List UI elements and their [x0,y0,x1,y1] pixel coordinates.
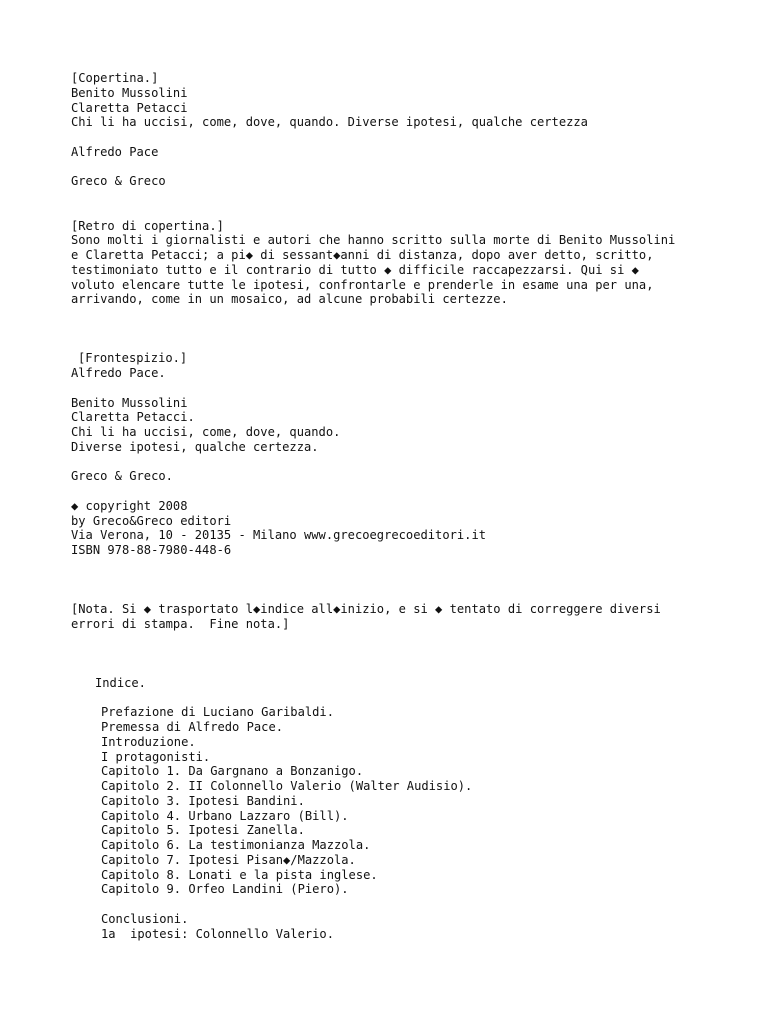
conclusions-heading: Conclusioni. [101,911,189,926]
copyright-line: ◆ copyright 2008 [71,498,188,513]
back-cover-line: e Claretta Petacci; a pi◆ di sessant◆anni di distanza, dopo aver detto, scritto, [71,248,654,262]
cover-heading: [Copertina.] [71,71,159,85]
index-entry: Capitolo 1. Da Gargnano a Bonzanigo. [101,764,364,779]
document-page [71,71,761,941]
index-entry: Capitolo 6. La testimonianza Mazzola. [101,838,371,852]
title-page-line: Diverse ipotesi, qualche certezza. [71,439,319,454]
index-entry: Capitolo 8. Lonati e la pista inglese. [101,867,378,882]
index-entry: Capitolo 9. Orfeo Landini (Piero). [101,882,349,897]
copyright-line: ISBN 978-88-7980-448-6 [71,543,232,557]
copyright-line: by Greco&Greco editori [71,513,232,528]
title-page-section [71,351,761,558]
cover-publisher: Greco & Greco [71,174,166,189]
cover-section [71,71,761,189]
cover-author: Alfredo Pace [71,144,159,159]
back-cover-section [71,219,761,308]
conclusion-entry: 1a ipotesi: Colonnello Valerio. [101,926,334,941]
back-cover-line: testimoniato tutto e il contrario di tutto ◆ difficile raccapezzarsi. Qui si ◆ [71,262,639,277]
note-line: [Nota. Si ◆ trasportato l◆indice all◆inizio, e si ◆ tentato di correggere diversi [71,602,661,616]
index-entry: Capitolo 7. Ipotesi Pisan◆/Mazzola. [101,852,356,867]
index-entry: Capitolo 5. Ipotesi Zanella. [101,823,305,838]
back-cover-heading: [Retro di copertina.] [71,218,224,233]
back-cover-line: voluto elencare tutte le ipotesi, confrontarle e prenderle in esame una per una, [71,277,654,292]
cover-subtitle: Chi li ha uccisi, come, dove, quando. Diverse ipotesi, qualche certezza [71,115,588,130]
index-entry: Introduzione. [101,734,196,749]
index-entry: Capitolo 3. Ipotesi Bandini. [101,793,305,808]
note-section [71,602,761,632]
note-line: errori di stampa. Fine nota.] [71,616,290,631]
index-section [71,676,761,942]
title-page-line: Claretta Petacci. [71,410,195,425]
index-entry: Premessa di Alfredo Pace. [101,720,284,734]
title-page-heading: [Frontespizio.] [78,351,188,366]
title-page-publisher: Greco & Greco. [71,469,173,484]
title-page-line: Chi li ha uccisi, come, dove, quando. [71,425,341,439]
index-heading: Indice. [95,675,146,690]
title-page-line: Benito Mussolini [71,395,188,410]
index-entry: Capitolo 4. Urbano Lazzaro (Bill). [101,808,349,823]
back-cover-line: Sono molti i giornalisti e autori che hanno scritto sulla morte di Benito Mussolini [71,233,676,248]
copyright-line: Via Verona, 10 - 20135 - Milano www.grecoegrecoeditori.it [71,528,487,543]
index-entry: I protagonisti. [101,749,211,764]
index-entry: Prefazione di Luciano Garibaldi. [101,705,334,720]
cover-line-mussolini: Benito Mussolini [71,85,188,100]
title-page-author: Alfredo Pace. [71,366,166,380]
index-entry: Capitolo 2. II Colonnello Valerio (Walter Audisio). [101,779,473,793]
cover-line-petacci: Claretta Petacci [71,100,188,115]
back-cover-line: arrivando, come in un mosaico, ad alcune probabili certezze. [71,292,508,307]
